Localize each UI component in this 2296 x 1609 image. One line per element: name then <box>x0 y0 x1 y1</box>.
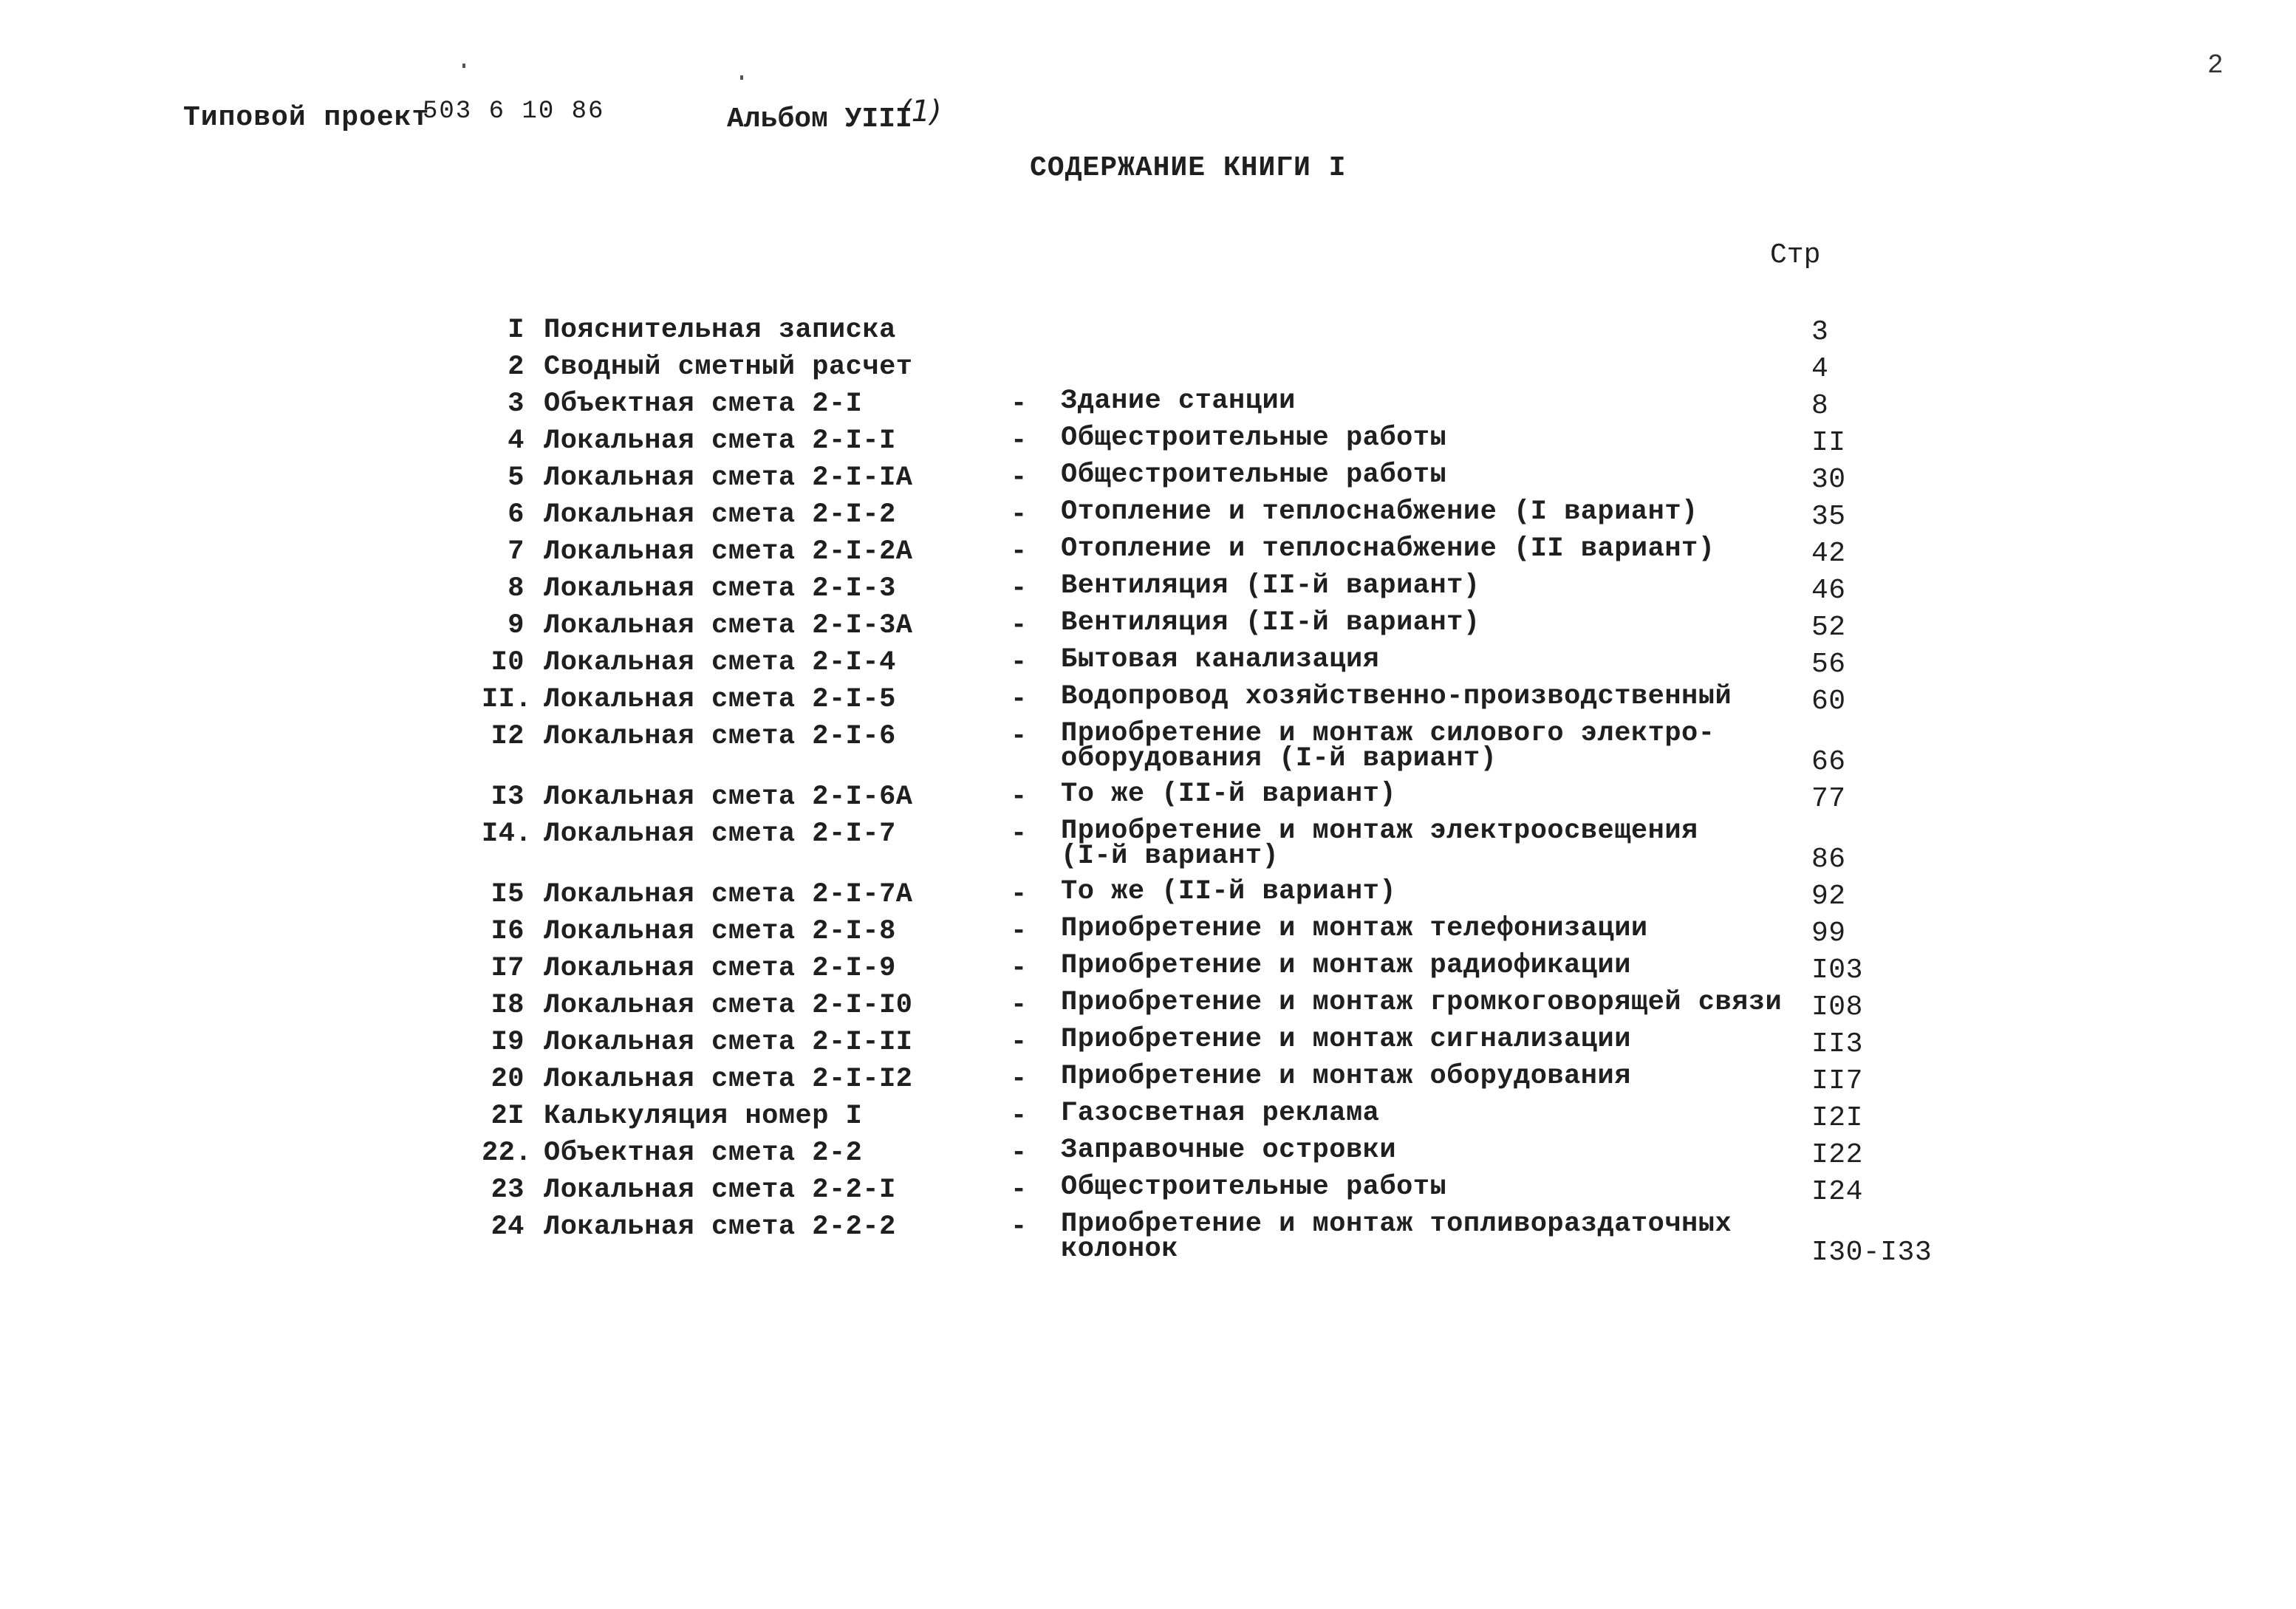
entry-dash: - <box>1011 819 1028 850</box>
entry-description <box>1061 1209 1732 1265</box>
entry-page: I08 <box>1811 991 1863 1023</box>
entry-description-line1: Приобретение и монтаж сигнализации <box>1061 1024 1631 1055</box>
entry-description-line1: Бытовая канализация <box>1061 644 1380 675</box>
entry-page: 66 <box>1811 746 1846 778</box>
entry-dash: - <box>1011 990 1028 1021</box>
entry-description <box>1061 779 1397 810</box>
entry-description-line1: Газосветная реклама <box>1061 1098 1380 1129</box>
toc-entry <box>0 1209 2296 1268</box>
entry-number: II. <box>482 684 533 715</box>
entry-document: Локальная смета 2-I-3A <box>544 610 913 641</box>
entry-page: 35 <box>1811 501 1846 533</box>
entry-number: I9 <box>491 1027 525 1058</box>
entry-document: Локальная смета 2-I-3 <box>544 573 896 604</box>
entry-document: Локальная смета 2-I-I2 <box>544 1064 913 1095</box>
entry-description <box>1061 423 1447 454</box>
entry-page: 99 <box>1811 918 1846 949</box>
entry-description <box>1061 570 1480 601</box>
toc-entry <box>0 386 2296 426</box>
entry-dash: - <box>1011 684 1028 715</box>
entry-page: I24 <box>1811 1176 1863 1208</box>
entry-description-line1: Общестроительные работы <box>1061 423 1447 454</box>
entry-page: 86 <box>1811 844 1846 875</box>
album-part-handwritten: (1) <box>900 95 942 129</box>
entry-description <box>1061 1098 1380 1129</box>
entry-description-line1: Общестроительные работы <box>1061 1172 1447 1203</box>
contents-title: СОДЕРЖАНИЕ КНИГИ I <box>1030 152 1347 184</box>
entry-page: II <box>1811 427 1846 459</box>
entry-dash: - <box>1011 1101 1028 1132</box>
page-number: 2 <box>2207 50 2224 81</box>
entry-description <box>1061 1172 1447 1203</box>
entry-number: 8 <box>508 573 525 604</box>
entry-description <box>1061 816 1698 872</box>
entry-dash: - <box>1011 389 1028 420</box>
entry-document: Локальная смета 2-I-I0 <box>544 990 913 1021</box>
toc-entry <box>0 315 2296 352</box>
entry-dash: - <box>1011 1175 1028 1206</box>
entry-number: I2 <box>491 721 525 752</box>
entry-document: Локальная смета 2-I-5 <box>544 684 896 715</box>
entry-description <box>1061 876 1397 907</box>
entry-description <box>1061 607 1480 638</box>
entry-document: Локальная смета 2-2-I <box>544 1175 896 1206</box>
entry-description <box>1061 533 1715 564</box>
entry-dash: - <box>1011 1064 1028 1095</box>
entry-description-line2: оборудования (I-й вариант) <box>1061 743 1497 774</box>
entry-dash: - <box>1011 1027 1028 1058</box>
entry-number: 20 <box>491 1064 525 1095</box>
entry-document: Локальная смета 2-I-4 <box>544 647 896 678</box>
entry-page: 3 <box>1811 316 1829 348</box>
entry-number: 4 <box>508 426 525 457</box>
entry-description-line1: Приобретение и монтаж радиофикации <box>1061 950 1631 981</box>
entry-dash: - <box>1011 536 1028 567</box>
toc-entry <box>0 570 2296 610</box>
entry-page: 77 <box>1811 783 1846 815</box>
entry-description-line1: Приобретение и монтаж оборудования <box>1061 1061 1631 1092</box>
entry-description-line1: Здание станции <box>1061 386 1296 417</box>
project-label: Типовой проект <box>183 102 430 134</box>
entry-description-line1: Водопровод хозяйственно-производственный <box>1061 681 1732 712</box>
toc-entry <box>0 950 2296 990</box>
entry-description <box>1061 496 1698 527</box>
entry-document: Локальная смета 2-I-9 <box>544 953 896 984</box>
entry-number: 22. <box>482 1138 533 1169</box>
entry-dash: - <box>1011 1212 1028 1243</box>
toc-entry <box>0 352 2296 389</box>
entry-page: 30 <box>1811 464 1846 496</box>
toc-entry <box>0 644 2296 684</box>
toc-entry <box>0 681 2296 721</box>
entry-description-line1: Вентиляция (II-й вариант) <box>1061 570 1480 601</box>
entry-page: 46 <box>1811 575 1846 607</box>
entry-document: Локальная смета 2-I-6 <box>544 721 896 752</box>
entry-description-line1: Приобретение и монтаж телефонизации <box>1061 913 1648 944</box>
entry-description-line2: колонок <box>1061 1234 1178 1265</box>
toc-entry <box>0 913 2296 953</box>
entry-description-line1: Приобретение и монтаж силового электро- <box>1061 718 1715 749</box>
entry-document: Локальная смета 2-I-7A <box>544 879 913 910</box>
entry-description-line1: То же (II-й вариант) <box>1061 779 1397 810</box>
entry-document: Локальная смета 2-I-II <box>544 1027 913 1058</box>
page-column-header: Стр <box>1770 239 1821 271</box>
entry-dash: - <box>1011 573 1028 604</box>
entry-document: Сводный сметный расчет <box>544 352 913 383</box>
toc-entry <box>0 1172 2296 1212</box>
toc-entry <box>0 987 2296 1027</box>
entry-dash: - <box>1011 721 1028 752</box>
entry-description <box>1061 913 1648 944</box>
entry-number: 5 <box>508 462 525 493</box>
entry-description <box>1061 718 1715 774</box>
entry-number: 24 <box>491 1212 525 1243</box>
entry-document: Объектная смета 2-2 <box>544 1138 863 1169</box>
toc-entry <box>0 779 2296 819</box>
entry-description <box>1061 460 1447 491</box>
toc-entry <box>0 1135 2296 1175</box>
entry-description <box>1061 1024 1631 1055</box>
toc-entry <box>0 607 2296 647</box>
entry-page: I22 <box>1811 1139 1863 1171</box>
project-number: 503 6 10 86 <box>423 98 605 126</box>
entry-dash: - <box>1011 1138 1028 1169</box>
entry-document: Локальная смета 2-I-7 <box>544 819 896 850</box>
toc-entry <box>0 1024 2296 1064</box>
entry-number: 3 <box>508 389 525 420</box>
entry-number: 9 <box>508 610 525 641</box>
toc-entry <box>0 718 2296 778</box>
entry-description-line1: Приобретение и монтаж громкоговорящей связи <box>1061 987 1783 1018</box>
entry-number: 7 <box>508 536 525 567</box>
entry-page: 56 <box>1811 649 1846 680</box>
entry-description-line1: Отопление и теплоснабжение (I вариант) <box>1061 496 1698 527</box>
entry-page: II7 <box>1811 1065 1863 1097</box>
entry-number: I5 <box>491 879 525 910</box>
entry-dash: - <box>1011 610 1028 641</box>
entry-dash: - <box>1011 499 1028 530</box>
album-label: Альбом УIII <box>727 103 912 135</box>
toc-entry <box>0 496 2296 536</box>
entry-document: Локальная смета 2-I-8 <box>544 916 896 947</box>
entry-page: I2I <box>1811 1102 1863 1134</box>
entry-number: 6 <box>508 499 525 530</box>
toc-entry <box>0 462 2296 499</box>
entry-dash: - <box>1011 462 1028 493</box>
entry-number: I <box>508 315 525 346</box>
entry-document: Калькуляция номер I <box>544 1101 863 1132</box>
entry-dash: - <box>1011 953 1028 984</box>
entry-dash: - <box>1011 916 1028 947</box>
entry-number: 23 <box>491 1175 525 1206</box>
entry-dash: - <box>1011 782 1028 813</box>
toc-entry <box>0 876 2296 916</box>
entry-page: 52 <box>1811 612 1846 643</box>
toc-entry <box>0 533 2296 573</box>
entry-number: I3 <box>491 782 525 813</box>
entry-document: Локальная смета 2-I-2A <box>544 536 913 567</box>
entry-page: 60 <box>1811 686 1846 717</box>
entry-number: I7 <box>491 953 525 984</box>
entry-page: 8 <box>1811 390 1829 422</box>
entry-description <box>1061 386 1296 417</box>
entry-description-line1: То же (II-й вариант) <box>1061 876 1397 907</box>
entry-description-line1: Заправочные островки <box>1061 1135 1397 1166</box>
entry-page: 92 <box>1811 881 1846 912</box>
entry-document: Локальная смета 2-I-2 <box>544 499 896 530</box>
toc-entry <box>0 1061 2296 1101</box>
entry-description-line1: Вентиляция (II-й вариант) <box>1061 607 1480 638</box>
entry-description <box>1061 950 1631 981</box>
entry-number: 2I <box>491 1101 525 1132</box>
toc-entry <box>0 1098 2296 1138</box>
entry-number: I4. <box>482 819 533 850</box>
entry-dash: - <box>1011 879 1028 910</box>
entry-number: I8 <box>491 990 525 1021</box>
toc-entry <box>0 816 2296 875</box>
entry-description <box>1061 1061 1631 1092</box>
entry-dash: - <box>1011 426 1028 457</box>
entry-dash: - <box>1011 647 1028 678</box>
entry-document: Локальная смета 2-I-IA <box>544 462 913 493</box>
entry-description-line1: Общестроительные работы <box>1061 460 1447 491</box>
entry-page: I03 <box>1811 954 1863 986</box>
entry-number: I6 <box>491 916 525 947</box>
entry-page: 4 <box>1811 353 1829 385</box>
entry-page: II3 <box>1811 1028 1863 1060</box>
toc-entry <box>0 423 2296 462</box>
entry-description <box>1061 1135 1397 1166</box>
entry-description-line1: Приобретение и монтаж топливораздаточных <box>1061 1209 1732 1240</box>
entry-document: Локальная смета 2-I-I <box>544 426 896 457</box>
entry-description <box>1061 644 1380 675</box>
entry-description-line1: Приобретение и монтаж электроосвещения <box>1061 816 1698 847</box>
entry-description <box>1061 987 1783 1018</box>
entry-document: Пояснительная записка <box>544 315 896 346</box>
entry-page: 42 <box>1811 538 1846 570</box>
entry-number: 2 <box>508 352 525 383</box>
entry-description-line2: (I-й вариант) <box>1061 841 1279 872</box>
entry-description-line1: Отопление и теплоснабжение (II вариант) <box>1061 533 1715 564</box>
entry-document: Локальная смета 2-2-2 <box>544 1212 896 1243</box>
entry-document: Объектная смета 2-I <box>544 389 863 420</box>
entry-description <box>1061 681 1732 712</box>
entry-document: Локальная смета 2-I-6A <box>544 782 913 813</box>
entry-page: I30-I33 <box>1811 1237 1933 1268</box>
entry-number: I0 <box>491 647 525 678</box>
